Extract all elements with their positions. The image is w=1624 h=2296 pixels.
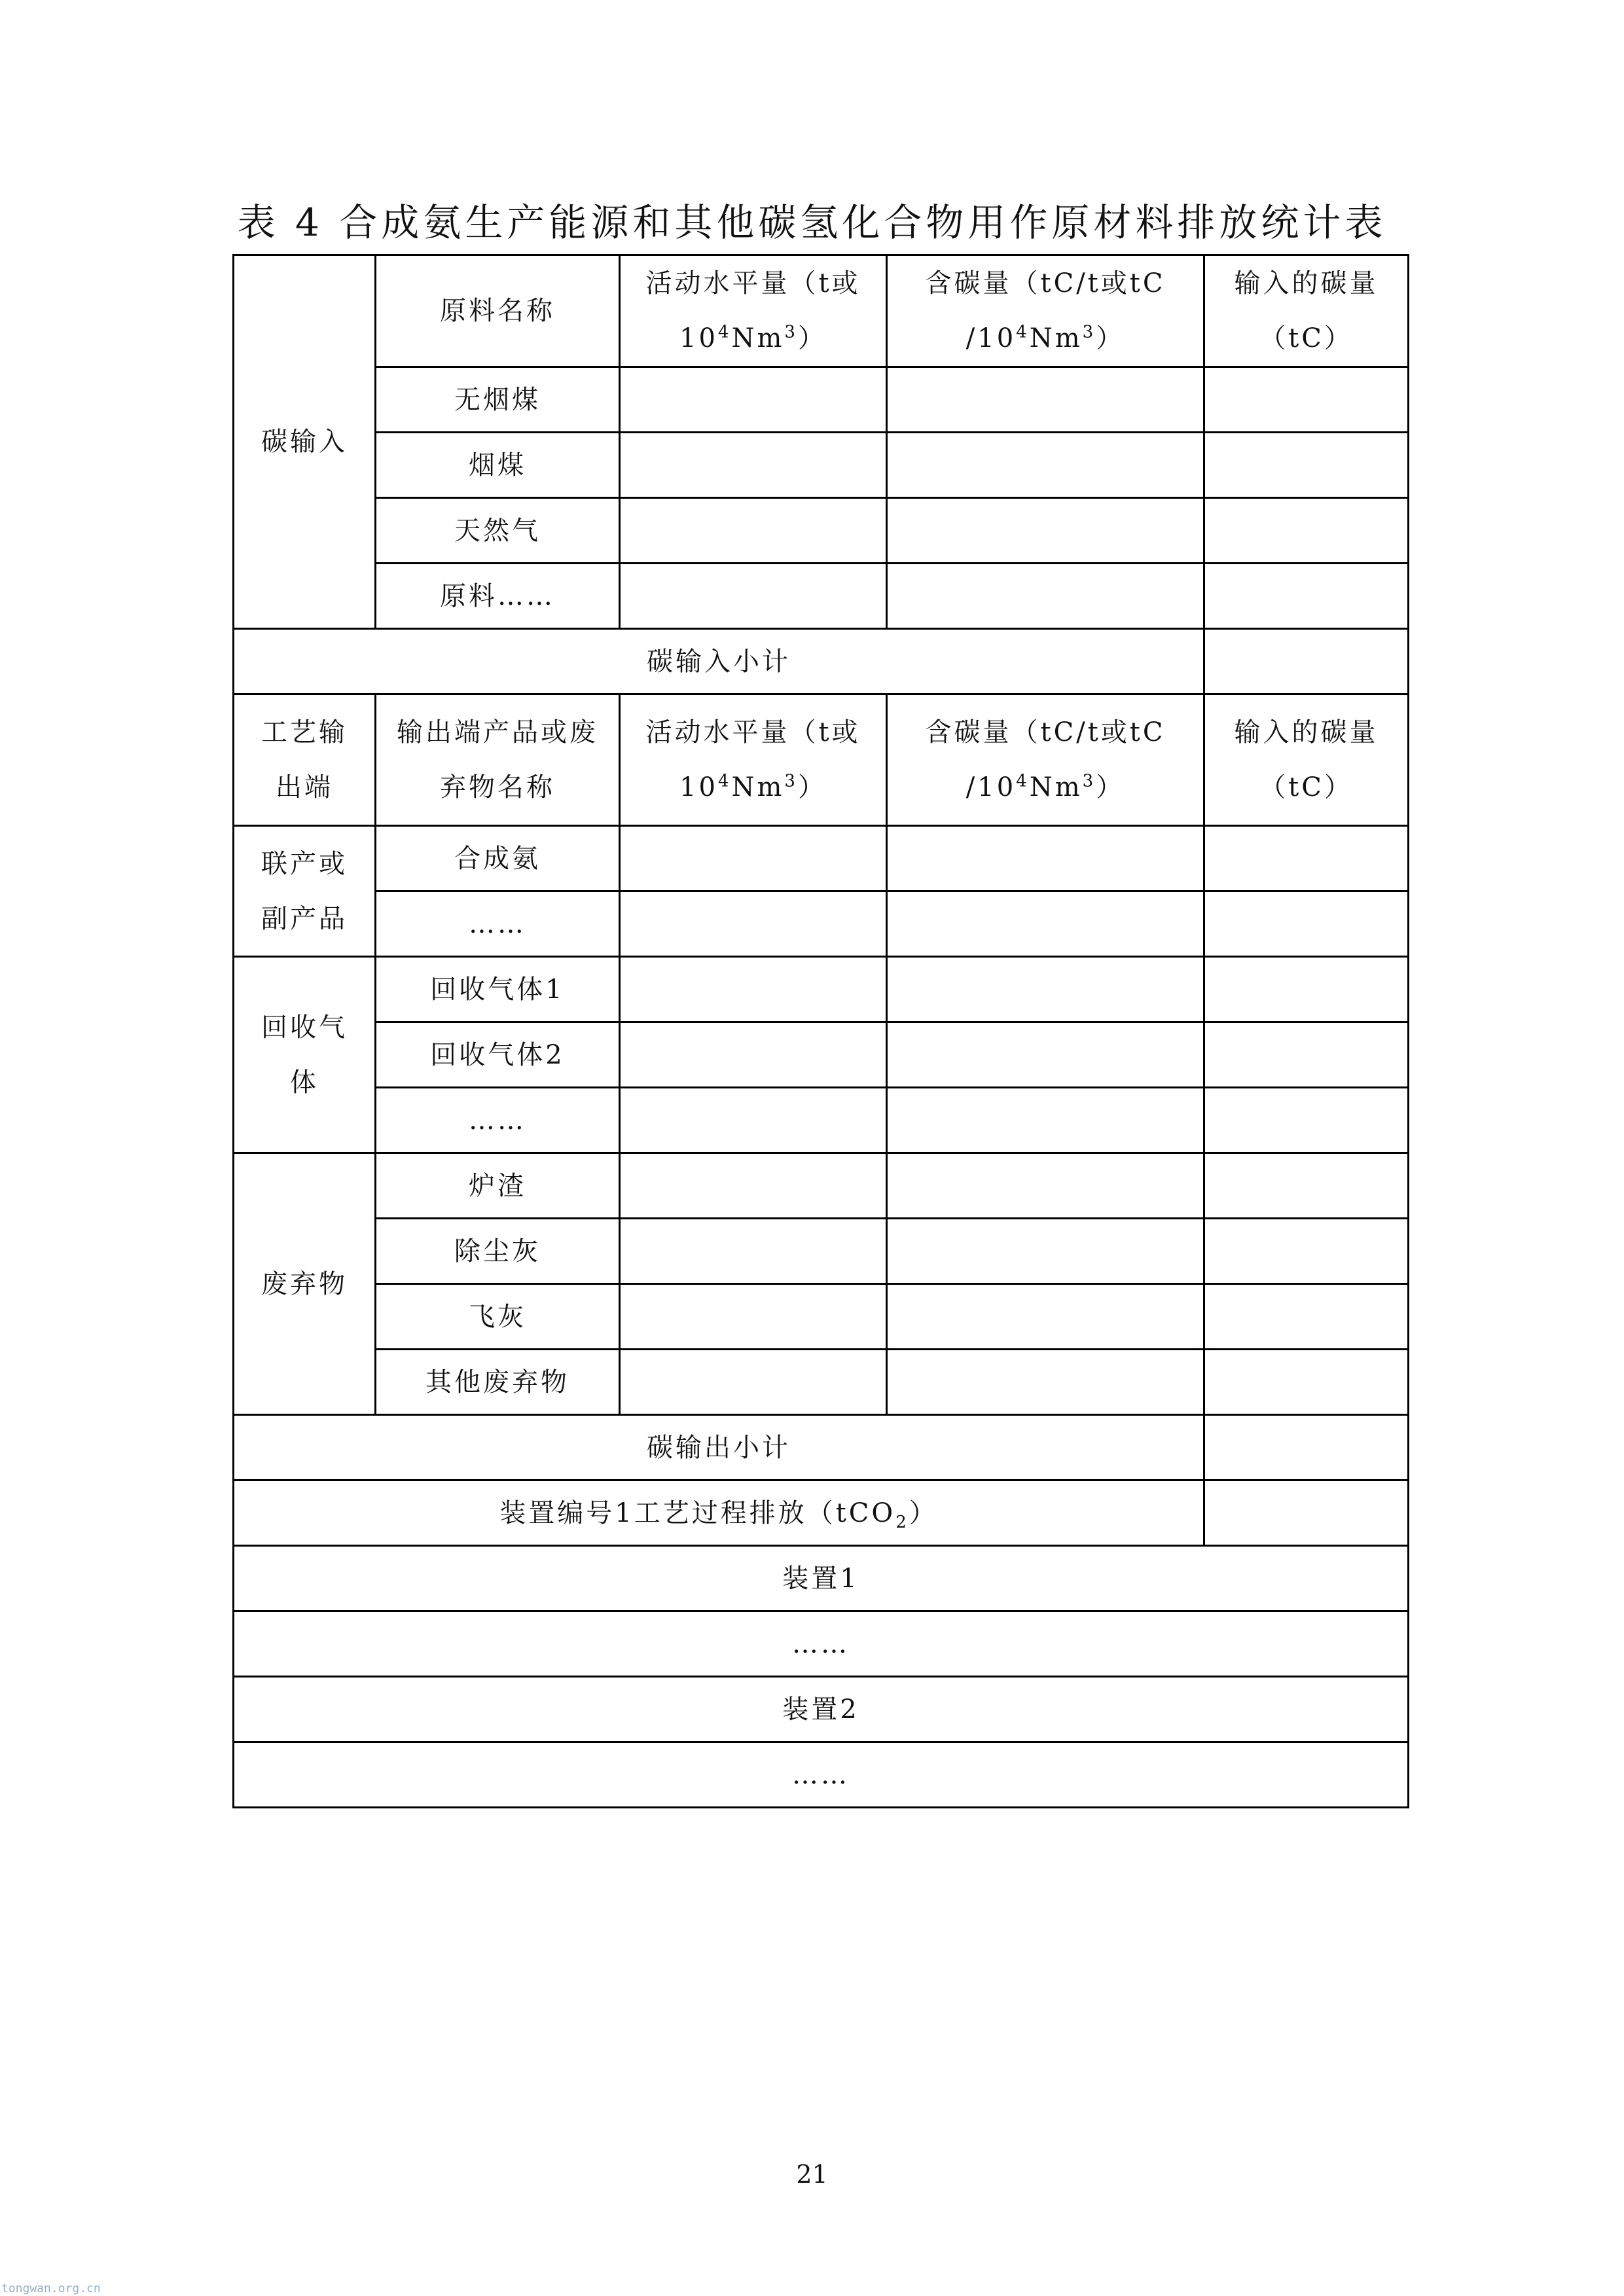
output-subtotal-label: 碳输出小计 xyxy=(234,1415,1204,1480)
watermark: tongwan.org.cn xyxy=(1,2282,101,2295)
output-header-row xyxy=(234,694,1409,826)
carbon-content-header: 含碳量（tC/t或tC $/10^4Nm^3$） xyxy=(887,255,1204,367)
table-row xyxy=(234,1153,1409,1219)
table-row xyxy=(234,433,1409,498)
device-cell: …… xyxy=(234,1611,1409,1677)
table-row xyxy=(234,957,1409,1022)
activity-header: 活动水平量（t或 $10^4Nm^3$） xyxy=(620,255,887,367)
table-row xyxy=(234,1284,1409,1350)
output-subtotal-row xyxy=(234,1415,1409,1480)
coproduct-group-label: 联产或 副产品 xyxy=(234,826,376,957)
device-row xyxy=(234,1546,1409,1611)
input-material-cell: 天然气 xyxy=(376,498,620,564)
table-row xyxy=(234,1219,1409,1284)
waste-cell: 炉渣 xyxy=(376,1153,620,1219)
device-row xyxy=(234,1677,1409,1742)
input-header-row xyxy=(234,255,1409,367)
device-row xyxy=(234,1742,1409,1808)
output-name-header: 输出端产品或废 弃物名称 xyxy=(376,694,620,826)
waste-cell: 其他废弃物 xyxy=(376,1350,620,1415)
device-cell: …… xyxy=(234,1742,1409,1808)
input-material-cell: 原料…… xyxy=(376,564,620,629)
carbon-input-header: 输入的碳量 （tC） xyxy=(1204,694,1409,826)
table-row xyxy=(234,1022,1409,1088)
table-row xyxy=(234,891,1409,957)
device-cell: 装置2 xyxy=(234,1677,1409,1742)
device-row xyxy=(234,1611,1409,1677)
process-emission-row xyxy=(234,1480,1409,1546)
coproduct-cell: 合成氨 xyxy=(376,826,620,891)
carbon-input-header: 输入的碳量 （tC） xyxy=(1204,255,1409,367)
material-name-header: 原料名称 xyxy=(376,255,620,367)
input-group-label: 碳输入 xyxy=(234,255,376,629)
process-emission-label: 装置编号1工艺过程排放（tCO$_2$） xyxy=(234,1480,1204,1546)
recovered-gas-cell: …… xyxy=(376,1088,620,1153)
waste-group-label: 废弃物 xyxy=(234,1153,376,1415)
waste-cell: 飞灰 xyxy=(376,1284,620,1350)
output-group-label: 工艺输 出端 xyxy=(234,694,376,826)
table-row xyxy=(234,498,1409,564)
table-row xyxy=(234,367,1409,433)
input-material-cell: 无烟煤 xyxy=(376,367,620,433)
table-row xyxy=(234,826,1409,891)
table-row xyxy=(234,1088,1409,1153)
input-material-cell: 烟煤 xyxy=(376,433,620,498)
table-row xyxy=(234,1350,1409,1415)
activity-header: 活动水平量（t或 $10^4Nm^3$） xyxy=(620,694,887,826)
input-subtotal-label: 碳输入小计 xyxy=(234,629,1204,694)
page-number: 21 xyxy=(796,2160,828,2189)
input-subtotal-row xyxy=(234,629,1409,694)
carbon-content-header: 含碳量（tC/t或tC $/10^4Nm^3$） xyxy=(887,694,1204,826)
recovered-gas-cell: 回收气体1 xyxy=(376,957,620,1022)
recovered-gas-group-label: 回收气 体 xyxy=(234,957,376,1153)
device-cell: 装置1 xyxy=(234,1546,1409,1611)
coproduct-cell: …… xyxy=(376,891,620,957)
table-title: 表 4 合成氨生产能源和其他碳氢化合物用作原材料排放统计表 xyxy=(237,200,1387,245)
table-row xyxy=(234,564,1409,629)
recovered-gas-cell: 回收气体2 xyxy=(376,1022,620,1088)
waste-cell: 除尘灰 xyxy=(376,1219,620,1284)
emission-statistics-table xyxy=(232,254,1409,1808)
